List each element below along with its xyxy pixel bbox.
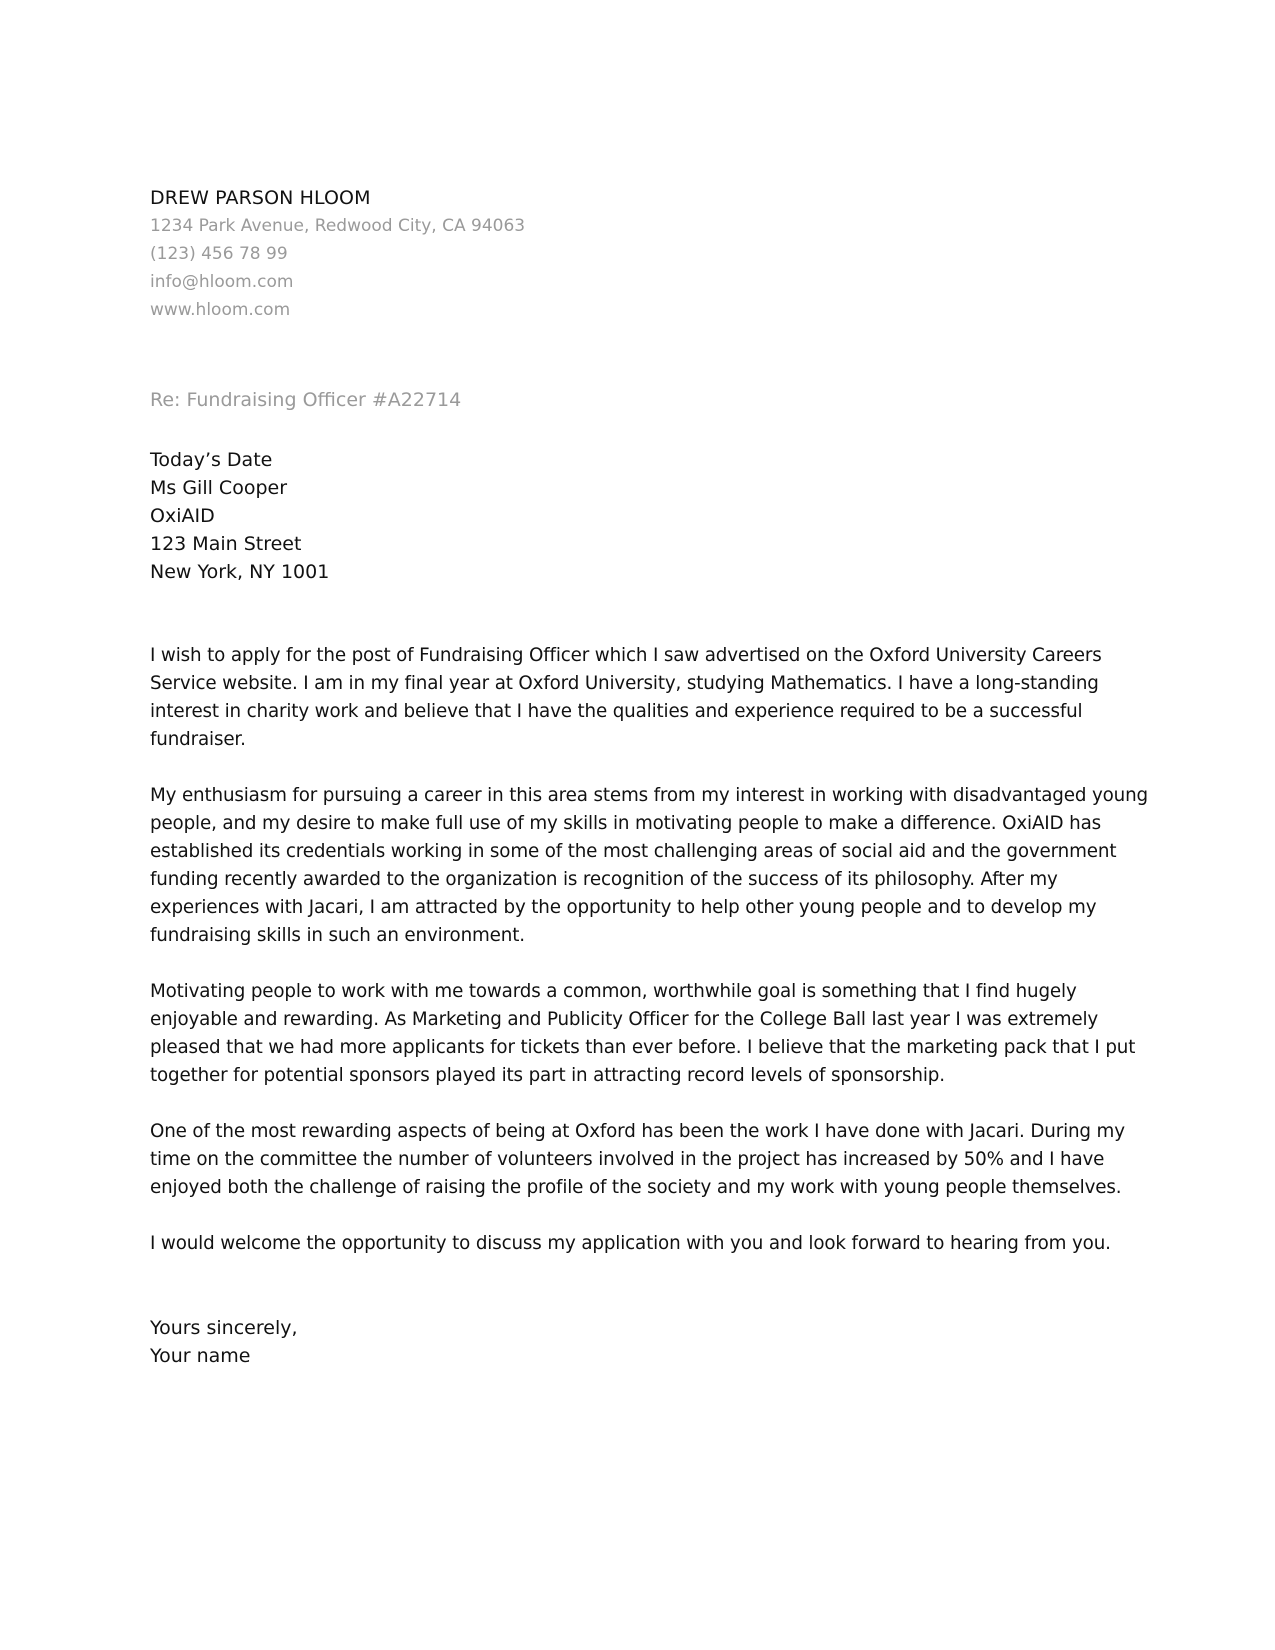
body-paragraph: I wish to apply for the post of Fundraising Officer which I saw advertised on the Oxford University Careers Service website. I am in my final year at Oxford University, studying Mathematics. I have a long-standing interest in charity work and believe that I have the qualities and experience required to be a successful fundraiser. bbox=[150, 645, 1102, 750]
closing-salutation: Yours sincerely, bbox=[150, 1317, 298, 1339]
recipient-city: New York, NY 1001 bbox=[150, 561, 330, 583]
letter-content bbox=[150, 184, 1150, 1370]
body-paragraph: My enthusiasm for pursuing a career in this area stems from my interest in working with disadvantaged young people, and my desire to make full use of my skills in motivating people to make a difference. OxiAID has established its credentials working in some of the most challenging areas of social aid and the government funding recently awarded to the organization is recognition of the success of its philosophy. After my experiences with Jacari, I am attracted by the opportunity to help other young people and to develop my fundraising skills in such an environment. bbox=[150, 785, 1149, 946]
body-paragraph: I would welcome the opportunity to discuss my application with you and look forward to hearing from you. bbox=[150, 1233, 1111, 1254]
sender-email: info@hloom.com bbox=[150, 272, 294, 292]
recipient-street: 123 Main Street bbox=[150, 533, 302, 555]
recipient-company: OxiAID bbox=[150, 505, 215, 527]
body-paragraph: Motivating people to work with me towards a common, worthwhile goal is something that I find hugely enjoyable and rewarding. As Marketing and Publicity Officer for the College Ball last year I was extremely pleased that we had more applicants for tickets than ever before. I believe that the marketing pack that I put together for potential sponsors played its part in attracting record levels of sponsorship. bbox=[150, 981, 1136, 1086]
closing-block bbox=[150, 1314, 1150, 1370]
recipient-name: Ms Gill Cooper bbox=[150, 477, 288, 499]
letter-body bbox=[150, 642, 1150, 1258]
body-paragraph: One of the most rewarding aspects of being at Oxford has been the work I have done with Jacari. During my time on the committee the number of volunteers involved in the project has increased by 50% and I have enjoyed both the challenge of raising the profile of the society and my work with young people themselves. bbox=[150, 1121, 1125, 1198]
sender-phone: (123) 456 78 99 bbox=[150, 244, 288, 264]
sender-block bbox=[150, 184, 1150, 324]
sender-address: 1234 Park Avenue, Redwood City, CA 94063 bbox=[150, 216, 526, 236]
letter-date: Today’s Date bbox=[150, 449, 273, 471]
sender-name: DREW PARSON HLOOM bbox=[150, 187, 371, 209]
closing-signature: Your name bbox=[150, 1345, 251, 1367]
sender-website: www.hloom.com bbox=[150, 300, 291, 320]
recipient-block bbox=[150, 446, 1150, 586]
subject-line: Re: Fundraising Officer #A22714 bbox=[150, 389, 462, 411]
